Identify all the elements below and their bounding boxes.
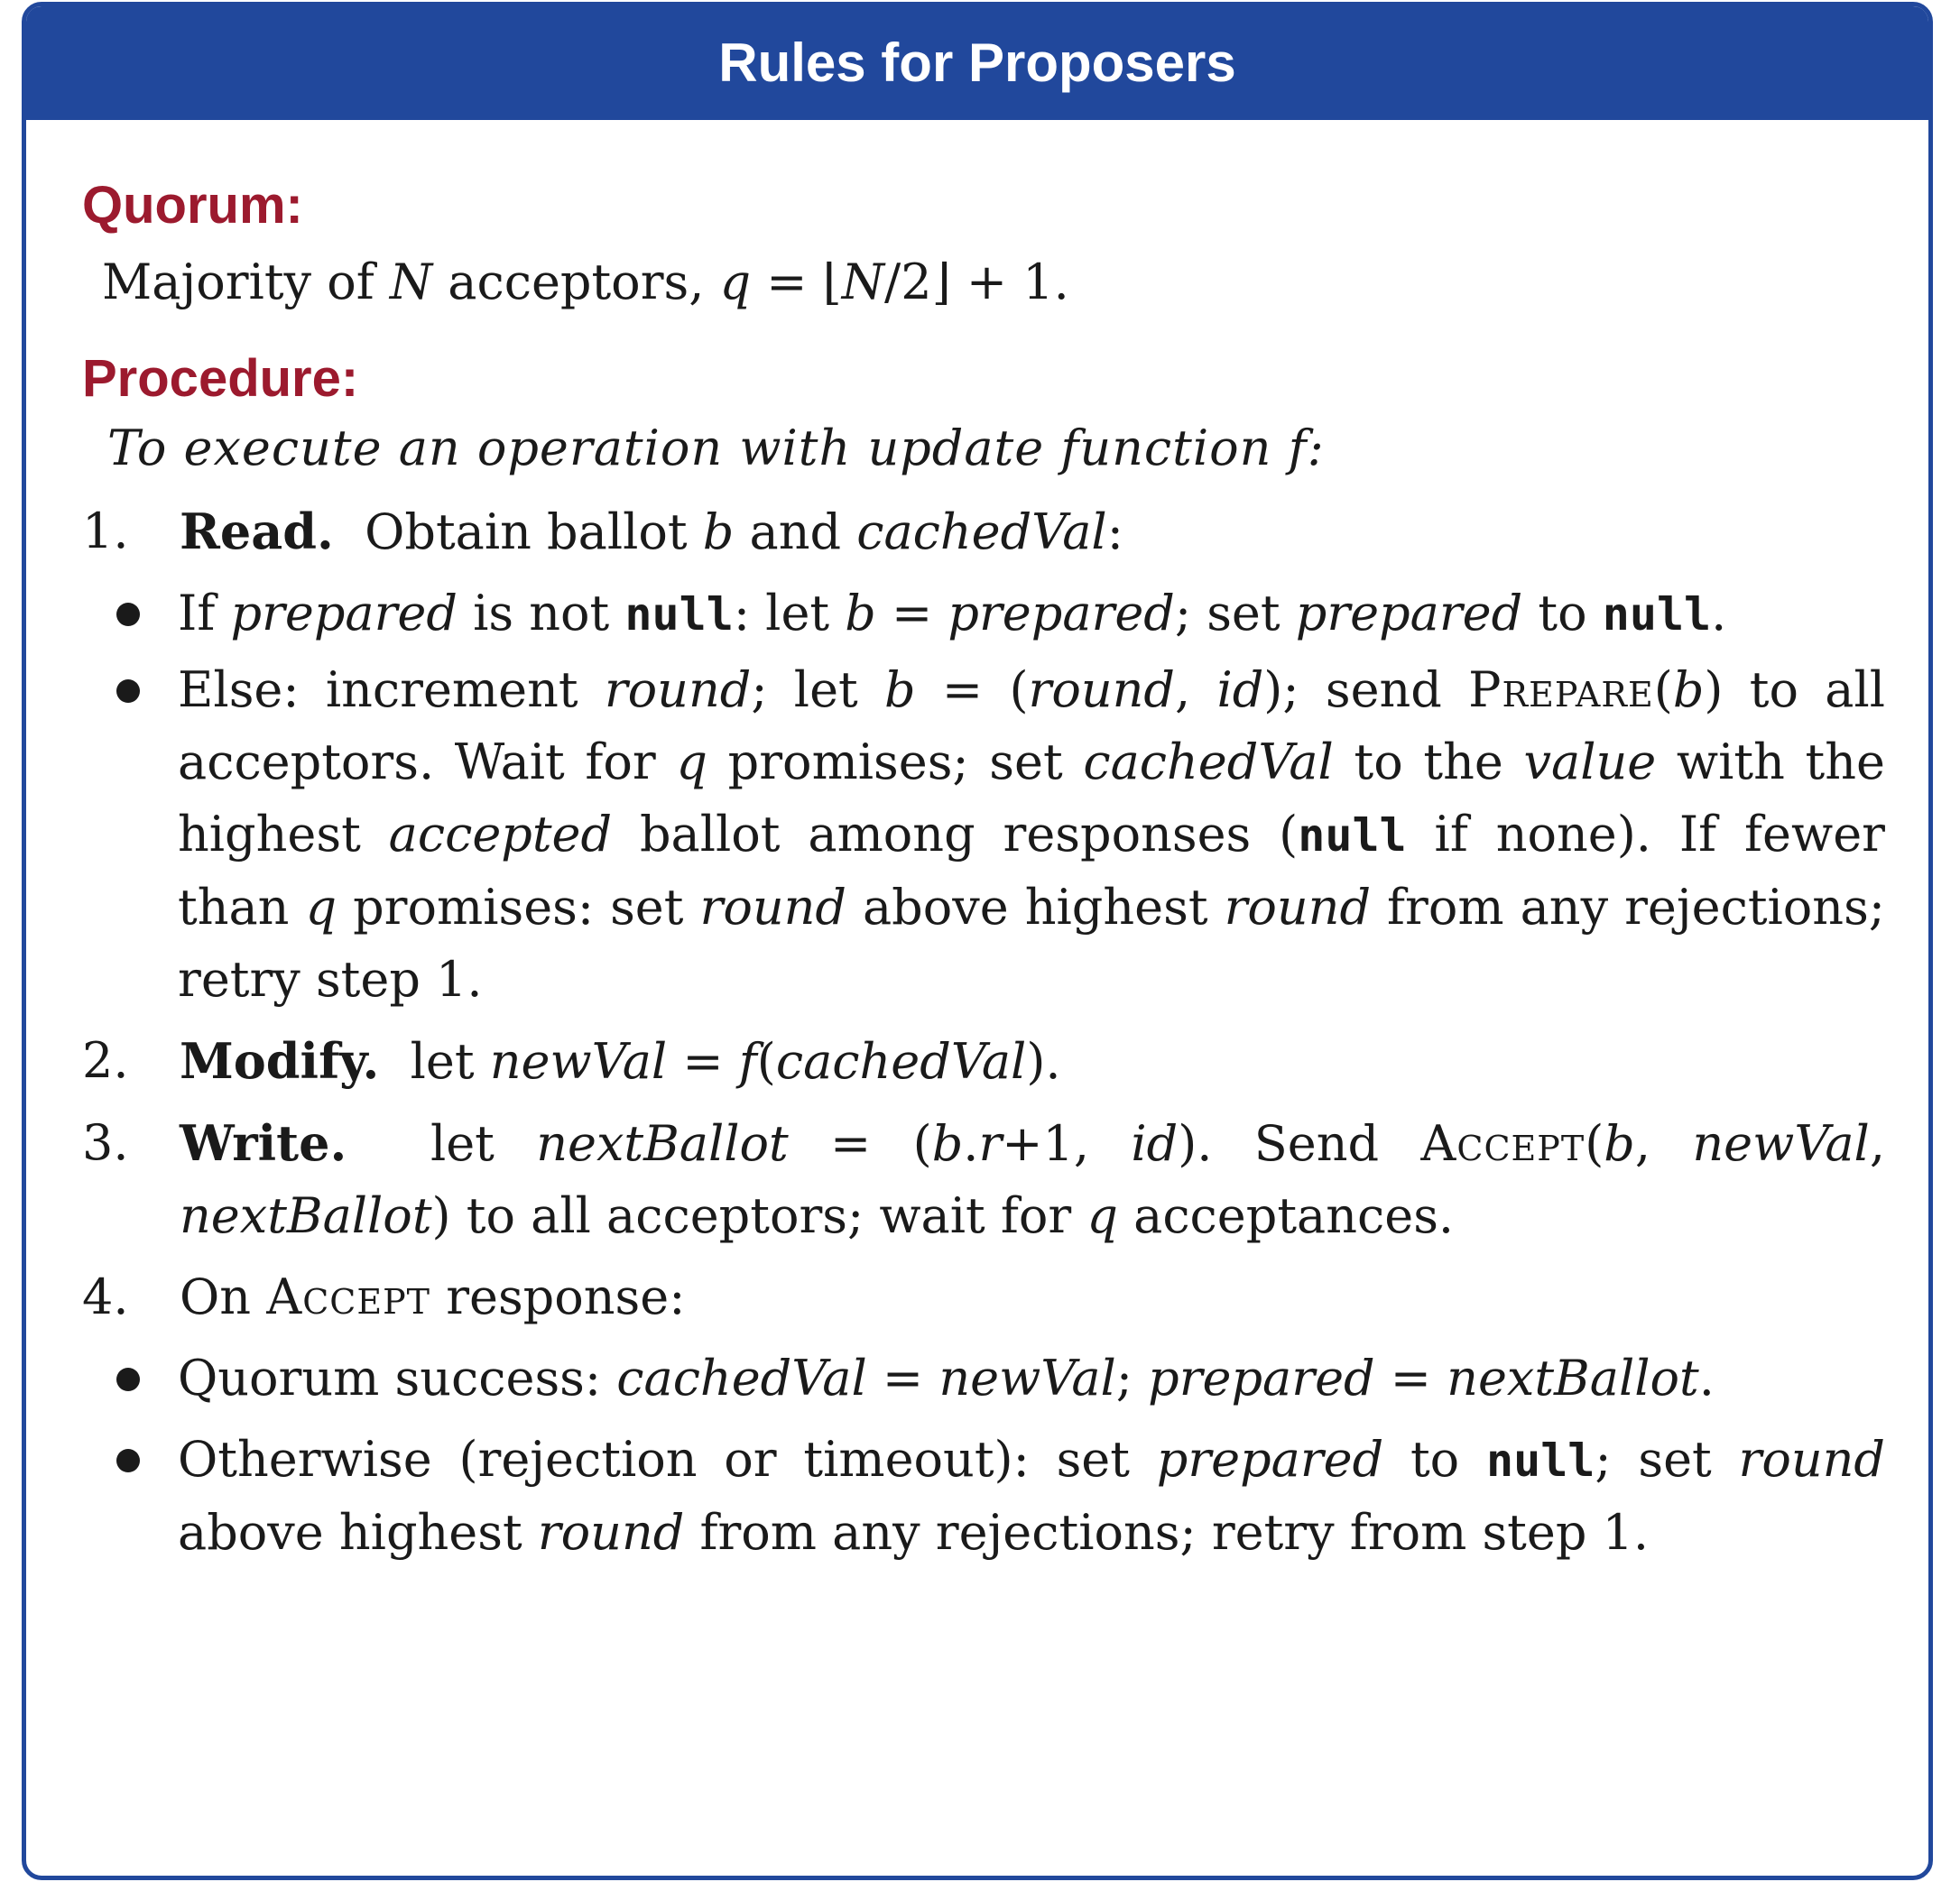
bullet-icon	[116, 1368, 140, 1391]
step-label: Read.	[180, 503, 334, 560]
step-text: Write. let nextBallot = (b.r+1, id). Send Accept(b, newVal, nextBallot) to all acceptors; wait for q acceptances.	[180, 1114, 1885, 1244]
procedure-heading: Procedure:	[82, 349, 359, 408]
step-number: 3.	[82, 1114, 129, 1171]
step-text: On Accept response:	[180, 1268, 686, 1325]
step-label: Write.	[180, 1114, 347, 1172]
panel-title: Rules for Proposers	[26, 6, 1928, 120]
panel-content	[82, 120, 1885, 1876]
list-item	[82, 654, 1885, 1016]
step-number: 1.	[82, 503, 129, 559]
bullet-icon	[116, 679, 140, 703]
step-read	[82, 495, 1885, 568]
step-accept-bullets	[82, 1342, 1885, 1569]
procedure-steps	[82, 495, 1885, 1569]
list-item	[82, 1424, 1885, 1569]
list-item	[82, 577, 1885, 650]
rules-panel	[22, 2, 1933, 1880]
bullet-text: Otherwise (rejection or timeout): set prepared to null; set round above highest round from any rejections; retry from step 1.	[178, 1431, 1885, 1561]
step-number: 4.	[82, 1268, 129, 1325]
quorum-heading: Quorum:	[82, 176, 303, 235]
step-text: Read. Obtain ballot b and cachedVal:	[180, 503, 1123, 560]
step-label: Modify.	[180, 1032, 380, 1090]
quorum-text: Majority of N acceptors, q = ⌊N/2⌋ + 1.	[102, 254, 1069, 310]
step-modify	[82, 1025, 1885, 1098]
bullet-text: Quorum success: cachedVal = newVal; prepared = nextBallot.	[178, 1350, 1715, 1407]
step-text: Modify. let newVal = f(cachedVal).	[180, 1032, 1061, 1090]
bullet-icon	[116, 603, 140, 626]
step-accept-response	[82, 1261, 1885, 1333]
bullet-text: If prepared is not null: let b = prepared; set prepared to null.	[178, 585, 1727, 641]
step-write	[82, 1107, 1885, 1252]
list-item	[82, 1342, 1885, 1415]
step-read-bullets	[82, 577, 1885, 1016]
procedure-intro: To execute an operation with update function f:	[107, 420, 1325, 476]
bullet-text: Else: increment round; let b = (round, id); send Prepare(b) to all acceptors. Wait for q promises; set cachedVal to the value with the highest accepted ballot among responses (null if none). If fewer than q promises: set round above highest round from any rejections; retry step 1.	[178, 661, 1885, 1008]
step-number: 2.	[82, 1032, 129, 1089]
bullet-icon	[116, 1449, 140, 1472]
